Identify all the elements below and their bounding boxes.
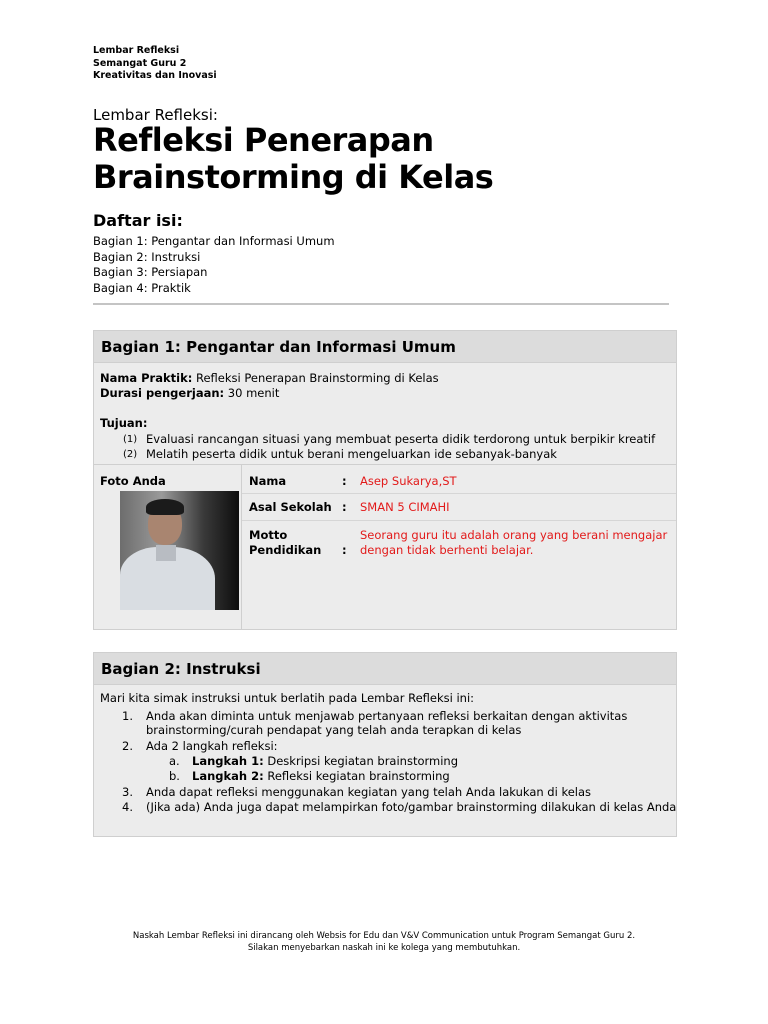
step-label: Langkah 1: [192, 754, 264, 768]
footer-line-2: Silakan menyebarkan naskah ini ke kolega yang membutuhkan. [247, 943, 521, 953]
tujuan-number: (2) [123, 449, 138, 460]
instruksi-item: Anda dapat refleksi menggunakan kegiatan yang telah Anda lakukan di kelas [146, 785, 592, 799]
table-of-contents [93, 234, 335, 296]
column-separator [241, 464, 242, 629]
toc-item: Bagian 2: Instruksi [93, 249, 201, 264]
instruksi-number: 2. [122, 739, 133, 753]
toc-heading: Daftar isi: [93, 211, 183, 230]
step-text: Deskripsi kegiatan brainstorming [267, 754, 458, 768]
step-letter: b. [169, 769, 180, 783]
title-line-2: Brainstorming di Kelas [93, 158, 494, 196]
nama-praktik-row [100, 371, 439, 386]
instruksi-number: 4. [122, 800, 133, 814]
title-line-1: Refleksi Penerapan [93, 121, 434, 159]
tujuan-item: Evaluasi rancangan situasi yang membuat peserta didik terdorong untuk berpikir kreatif [146, 432, 656, 446]
step-letter: a. [169, 754, 180, 768]
tujuan-number: (1) [123, 434, 138, 445]
motto-colon: : [342, 543, 347, 557]
instruksi-item: Anda akan diminta untuk menjawab pertanyaan refleksi berkaitan dengan aktivitas [146, 709, 628, 723]
photo-collar-shape [156, 545, 176, 561]
divider [93, 303, 669, 305]
row-separator [94, 464, 676, 465]
motto-label: Motto [249, 528, 288, 542]
section-2-box [93, 652, 677, 837]
photo-hair-shape [146, 499, 184, 515]
foto-label: Foto Anda [100, 474, 166, 488]
document-header [93, 45, 217, 83]
document-footer [0, 930, 768, 954]
field-separator [242, 493, 676, 494]
motto-value-2: dengan tidak berhenti belajar. [360, 543, 534, 557]
nama-praktik-value: Refleksi Penerapan Brainstorming di Kelas [195, 371, 439, 385]
nama-colon: : [342, 474, 347, 488]
motto-label-2: Pendidikan [249, 543, 322, 557]
asal-sekolah-label: Asal Sekolah [249, 500, 332, 514]
profile-photo [120, 491, 239, 610]
header-line-3: Kreativitas dan Inovasi [93, 70, 217, 81]
document-subtitle: Lembar Refleksi: [93, 106, 218, 124]
header-line-1: Lembar Refleksi [93, 45, 180, 56]
durasi-value: 30 menit [227, 386, 280, 400]
tujuan-label: Tujuan: [100, 416, 148, 430]
field-separator [242, 520, 676, 521]
toc-item: Bagian 1: Pengantar dan Informasi Umum [93, 234, 335, 248]
step-label: Langkah 2: [192, 769, 264, 783]
motto-value: Seorang guru itu adalah orang yang berani mengajar [360, 528, 668, 542]
step-item [192, 754, 458, 769]
document-title [93, 122, 493, 196]
section-1-box [93, 330, 677, 630]
instruksi-item-cont: brainstorming/curah pendapat yang telah anda terapkan di kelas [146, 723, 522, 737]
asal-sekolah-value: SMAN 5 CIMAHI [360, 500, 450, 514]
step-item [192, 769, 450, 784]
toc-item: Bagian 3: Persiapan [93, 265, 208, 279]
instruksi-item: (Jika ada) Anda juga dapat melampirkan foto/gambar brainstorming dilakukan di kelas Anda [146, 800, 677, 814]
nama-value: Asep Sukarya,ST [360, 474, 457, 488]
instruksi-intro: Mari kita simak instruksi untuk berlatih pada Lembar Refleksi ini: [100, 691, 475, 705]
footer-line-1: Naskah Lembar Refleksi ini dirancang oleh Websis for Edu dan V&V Communication untuk Program Semangat Guru 2. [132, 931, 636, 941]
nama-praktik-label: Nama Praktik: [100, 371, 193, 385]
durasi-row [100, 386, 279, 401]
section-1-heading: Bagian 1: Pengantar dan Informasi Umum [94, 331, 676, 363]
instruksi-number: 3. [122, 785, 133, 799]
asal-sekolah-colon: : [342, 500, 347, 514]
instruksi-number: 1. [122, 709, 133, 723]
toc-item: Bagian 4: Praktik [93, 280, 191, 295]
durasi-label: Durasi pengerjaan: [100, 386, 225, 400]
header-line-2: Semangat Guru 2 [93, 57, 187, 69]
tujuan-item: Melatih peserta didik untuk berani mengeluarkan ide sebanyak-banyak [146, 447, 557, 461]
step-text: Refleksi kegiatan brainstorming [267, 769, 450, 783]
instruksi-item: Ada 2 langkah refleksi: [146, 739, 278, 753]
nama-label: Nama [249, 474, 287, 488]
section-2-heading: Bagian 2: Instruksi [94, 653, 676, 685]
